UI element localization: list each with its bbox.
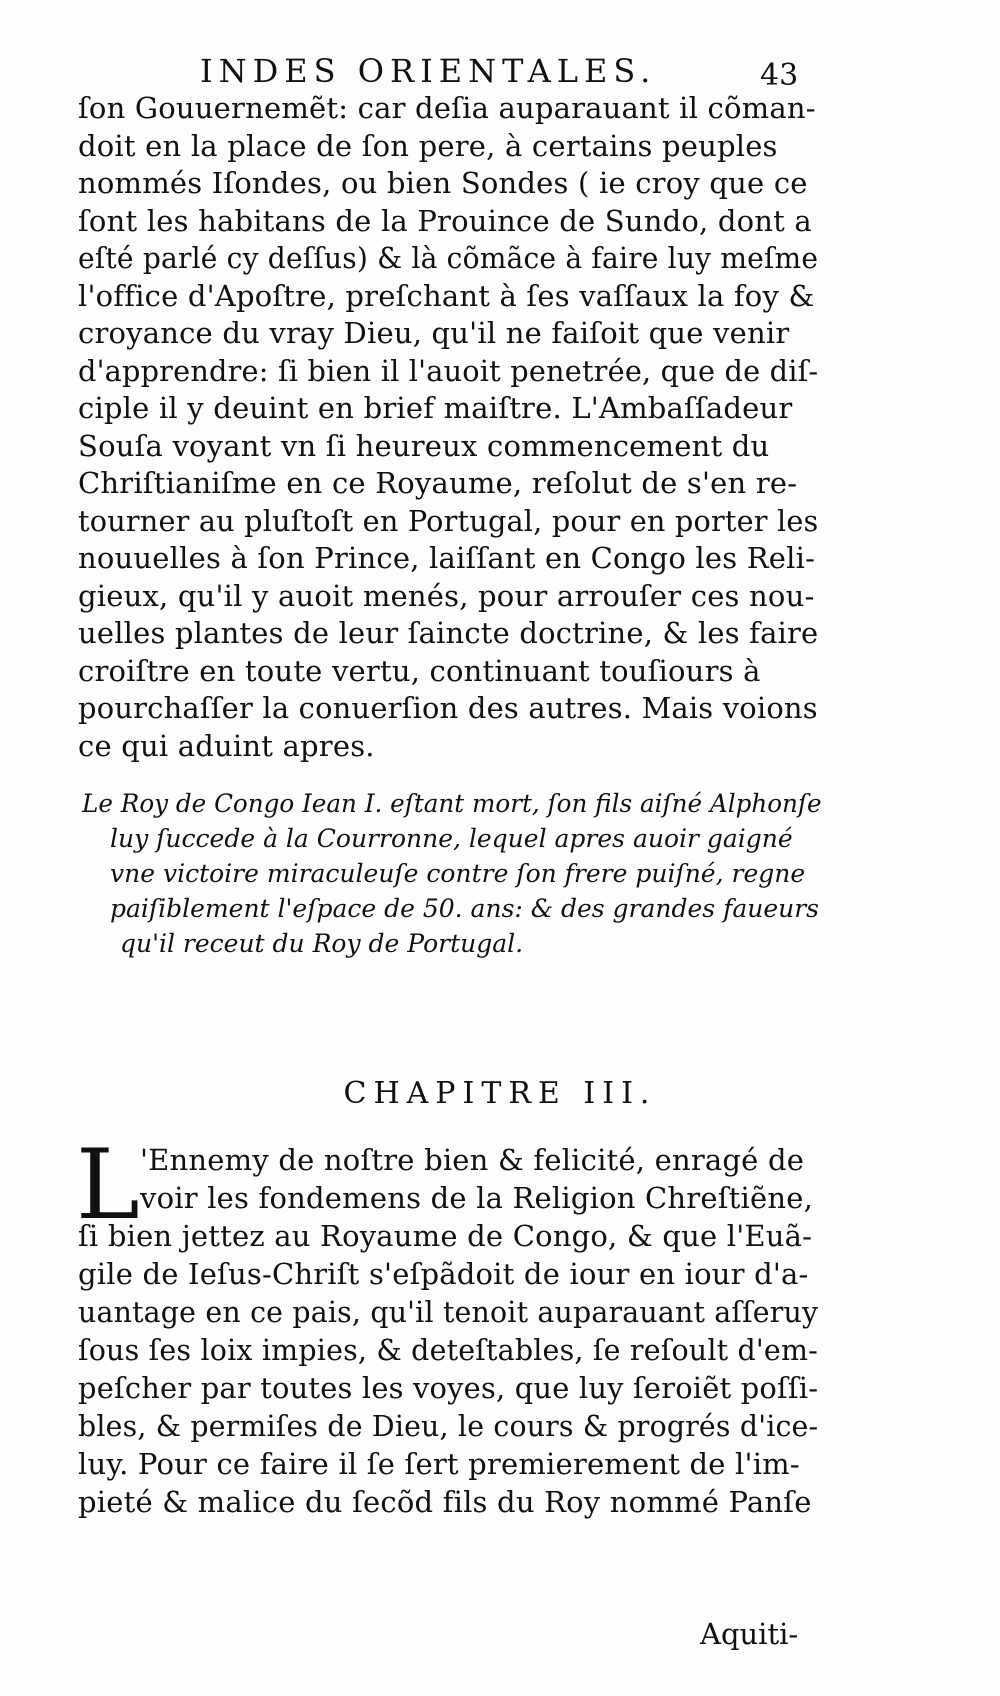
text-line: croyance du vray Dieu, qu'il ne faiſoit que venir xyxy=(78,316,790,350)
text-line: gieux, qu'il y auoit menés, pour arrouſer ces nou- xyxy=(78,578,815,613)
text-line: ciple il y deuint en brief maiſtre. L'Ambaſſadeur xyxy=(78,391,793,425)
text-line: Souſa voyant vn ſi heureux commencement du xyxy=(78,428,770,463)
summary-line: paiſiblement l'eſpace de 50. ans: & des grandes faueurs xyxy=(110,894,820,923)
text-line: uelles plantes de leur ſaincte doctrine, & les faire xyxy=(78,616,819,650)
text-line: ce qui aduint apres. xyxy=(78,728,375,763)
text-line: luy. Pour ce faire il ſe ſert premierement de l'im- xyxy=(78,1447,800,1481)
text-line: ſon Gouuernemẽt: car deſia auparauant il cõman- xyxy=(78,91,816,125)
text-line: l'office d'Apoſtre, preſchant à ſes vaſſaux la foy & xyxy=(78,278,815,313)
text-line: nouuelles à ſon Prince, laiſſant en Congo les Reli- xyxy=(78,541,816,575)
text-line: voir les fondemens de la Religion Chreſtiẽne, xyxy=(140,1181,814,1215)
running-title: INDES ORIENTALES. xyxy=(200,52,657,90)
text-line: gile de Ieſus-Chriſt s'eſpãdoit de iour en iour d'a- xyxy=(78,1257,809,1291)
text-line: d'apprendre: ſi bien il l'auoit penetrée, que de diſ- xyxy=(78,353,819,388)
text-line: bles, & permiſes de Dieu, le cours & progrés d'ice- xyxy=(78,1409,819,1443)
text-line: ſi bien jettez au Royaume de Congo, & que l'Euã- xyxy=(78,1219,813,1253)
page-number: 43 xyxy=(760,58,799,93)
text-line: peſcher par toutes les voyes, que luy ſeroiẽt poſſi- xyxy=(78,1371,819,1405)
summary-line: luy ſuccede à la Courronne, lequel apres auoir gaigné xyxy=(110,824,793,853)
chapter-heading: CHAPITRE III. xyxy=(343,1076,657,1111)
text-line: Chriſtianiſme en ce Royaume, reſolut de s'en re- xyxy=(78,466,798,500)
text-line: 'Ennemy de noſtre bien & felicité, enragé de xyxy=(140,1143,805,1177)
text-line: pieté & malice du ſecõd fils du Roy nommé Panſe xyxy=(78,1485,812,1519)
text-line: tourner au pluſtoſt en Portugal, pour en porter les xyxy=(78,503,819,538)
text-line: uantage en ce pais, qu'il tenoit auparauant aſſeruy xyxy=(78,1295,819,1329)
text-line: ſous ſes loix impies, & deteſtables, ſe reſoult d'em- xyxy=(78,1333,818,1367)
text-line: doit en la place de ſon pere, à certains peuples xyxy=(78,128,778,163)
summary-line: vne victoire miraculeuſe contre ſon frere puiſné, regne xyxy=(110,859,806,888)
text-line: nommés Iſondes, ou bien Sondes ( ie croy que ce xyxy=(78,166,808,200)
catchword: Aquiti- xyxy=(700,1617,799,1651)
text-line: ſont les habitans de la Prouince de Sundo, dont a xyxy=(78,203,812,238)
text-line: pourchaſſer la conuerſion des autres. Mais voions xyxy=(78,691,818,725)
summary-line: qu'il receut du Roy de Portugal. xyxy=(120,929,524,958)
summary-line: Le Roy de Congo Iean I. eſtant mort, ſon fils aiſné Alphonſe xyxy=(82,789,822,818)
drop-cap: L xyxy=(76,1129,140,1241)
text-line: croiſtre en toute vertu, continuant touſiours à xyxy=(78,653,761,688)
text-line: eſté parlé cy deſſus) & là cõmãce à faire luy meſme xyxy=(78,241,819,275)
